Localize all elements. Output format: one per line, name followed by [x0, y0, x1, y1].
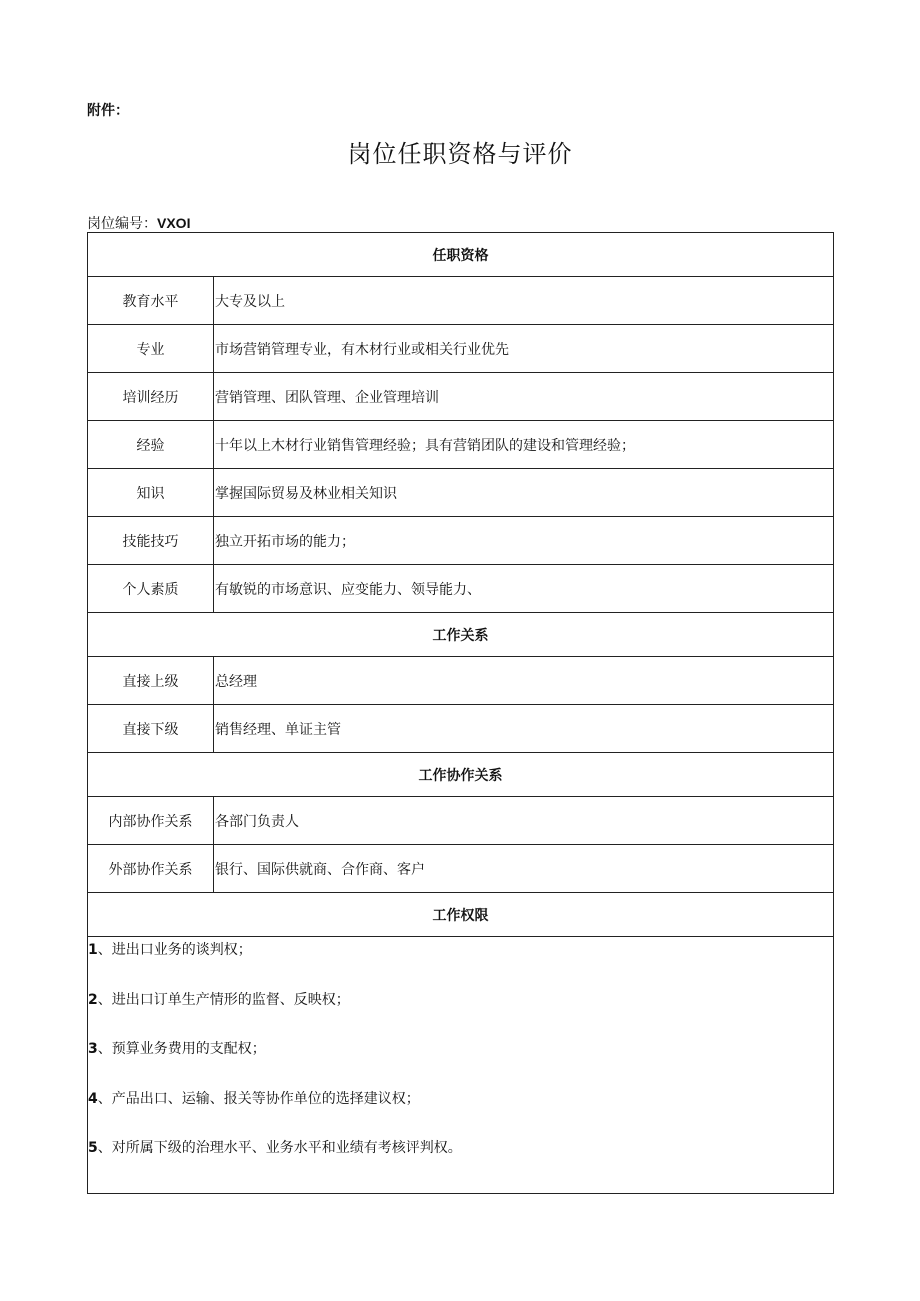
table-row	[88, 565, 834, 613]
row-value-direct-subordinate: 销售经理、单证主管	[214, 705, 834, 753]
row-label-education: 教育水平	[88, 277, 214, 325]
row-label-external-cooperation: 外部协作关系	[88, 845, 214, 893]
attachment-label: 附件：	[87, 103, 129, 119]
row-label-direct-subordinate: 直接下级	[88, 705, 214, 753]
list-item-text: 、产品出口、运输、报关等协作单位的选择建议权；	[97, 1090, 420, 1107]
row-label-internal-cooperation: 内部协作关系	[88, 797, 214, 845]
table-row	[88, 705, 834, 753]
section-row	[88, 233, 834, 277]
page-title: 岗位任职资格与评价	[347, 140, 573, 168]
post-number-label: 岗位编号：	[87, 216, 157, 232]
row-value-internal-cooperation: 各部门负责人	[214, 797, 834, 845]
list-item-text: 、进出口订单生产情形的监督、反映权；	[97, 991, 350, 1008]
table-row	[88, 325, 834, 373]
list-item-text: 、进出口业务的谈判权；	[97, 942, 252, 958]
list-item-text: 、对所属下级的治理水平、业务水平和业绩有考核评判权。	[97, 1140, 462, 1157]
section-row	[88, 753, 834, 797]
qualification-table	[87, 232, 834, 1194]
list-item	[88, 1036, 833, 1086]
list-item	[88, 937, 833, 987]
row-label-direct-superior: 直接上级	[88, 657, 214, 705]
table-row	[88, 657, 834, 705]
list-item	[88, 1135, 833, 1185]
authority-list	[88, 937, 834, 1194]
row-value-education: 大专及以上	[214, 277, 834, 325]
list-item-number: 5	[88, 1140, 98, 1157]
row-value-major: 市场营销管理专业，有木材行业或相关行业优先	[214, 325, 834, 373]
row-value-personal-quality: 有敏锐的市场意识、应变能力、领导能力、	[214, 565, 834, 613]
section-heading-authority: 工作权限	[88, 893, 834, 937]
row-value-external-cooperation: 银行、国际供就商、合作商、客户	[214, 845, 834, 893]
list-item	[88, 987, 833, 1037]
table-row	[88, 517, 834, 565]
table-row	[88, 373, 834, 421]
table-row	[88, 421, 834, 469]
table-row	[88, 469, 834, 517]
section-heading-qualifications: 任职资格	[88, 233, 834, 277]
list-item-number: 2	[88, 991, 98, 1008]
table-row	[88, 937, 834, 1194]
list-item-number: 1	[88, 942, 98, 958]
row-value-experience: 十年以上木材行业销售管理经验；具有营销团队的建设和管理经验；	[214, 421, 834, 469]
row-label-skills: 技能技巧	[88, 517, 214, 565]
table-row	[88, 277, 834, 325]
list-item-text: 、预算业务费用的支配权；	[97, 1041, 266, 1058]
section-row	[88, 613, 834, 657]
list-item	[88, 1086, 833, 1136]
row-label-experience: 经验	[88, 421, 214, 469]
list-item-number: 4	[88, 1090, 98, 1107]
table-row	[88, 797, 834, 845]
table-row	[88, 845, 834, 893]
post-number	[87, 213, 190, 233]
row-value-direct-superior: 总经理	[214, 657, 834, 705]
row-label-training: 培训经历	[88, 373, 214, 421]
row-value-skills: 独立开拓市场的能力；	[214, 517, 834, 565]
row-label-personal-quality: 个人素质	[88, 565, 214, 613]
section-heading-cooperation: 工作协作关系	[88, 753, 834, 797]
list-item-number: 3	[88, 1041, 98, 1058]
row-value-training: 营销管理、团队管理、企业管理培训	[214, 373, 834, 421]
row-label-knowledge: 知识	[88, 469, 214, 517]
section-row	[88, 893, 834, 937]
row-value-knowledge: 掌握国际贸易及林业相关知识	[214, 469, 834, 517]
section-heading-work-relations: 工作关系	[88, 613, 834, 657]
row-label-major: 专业	[88, 325, 214, 373]
post-number-value: VXOI	[157, 215, 191, 231]
